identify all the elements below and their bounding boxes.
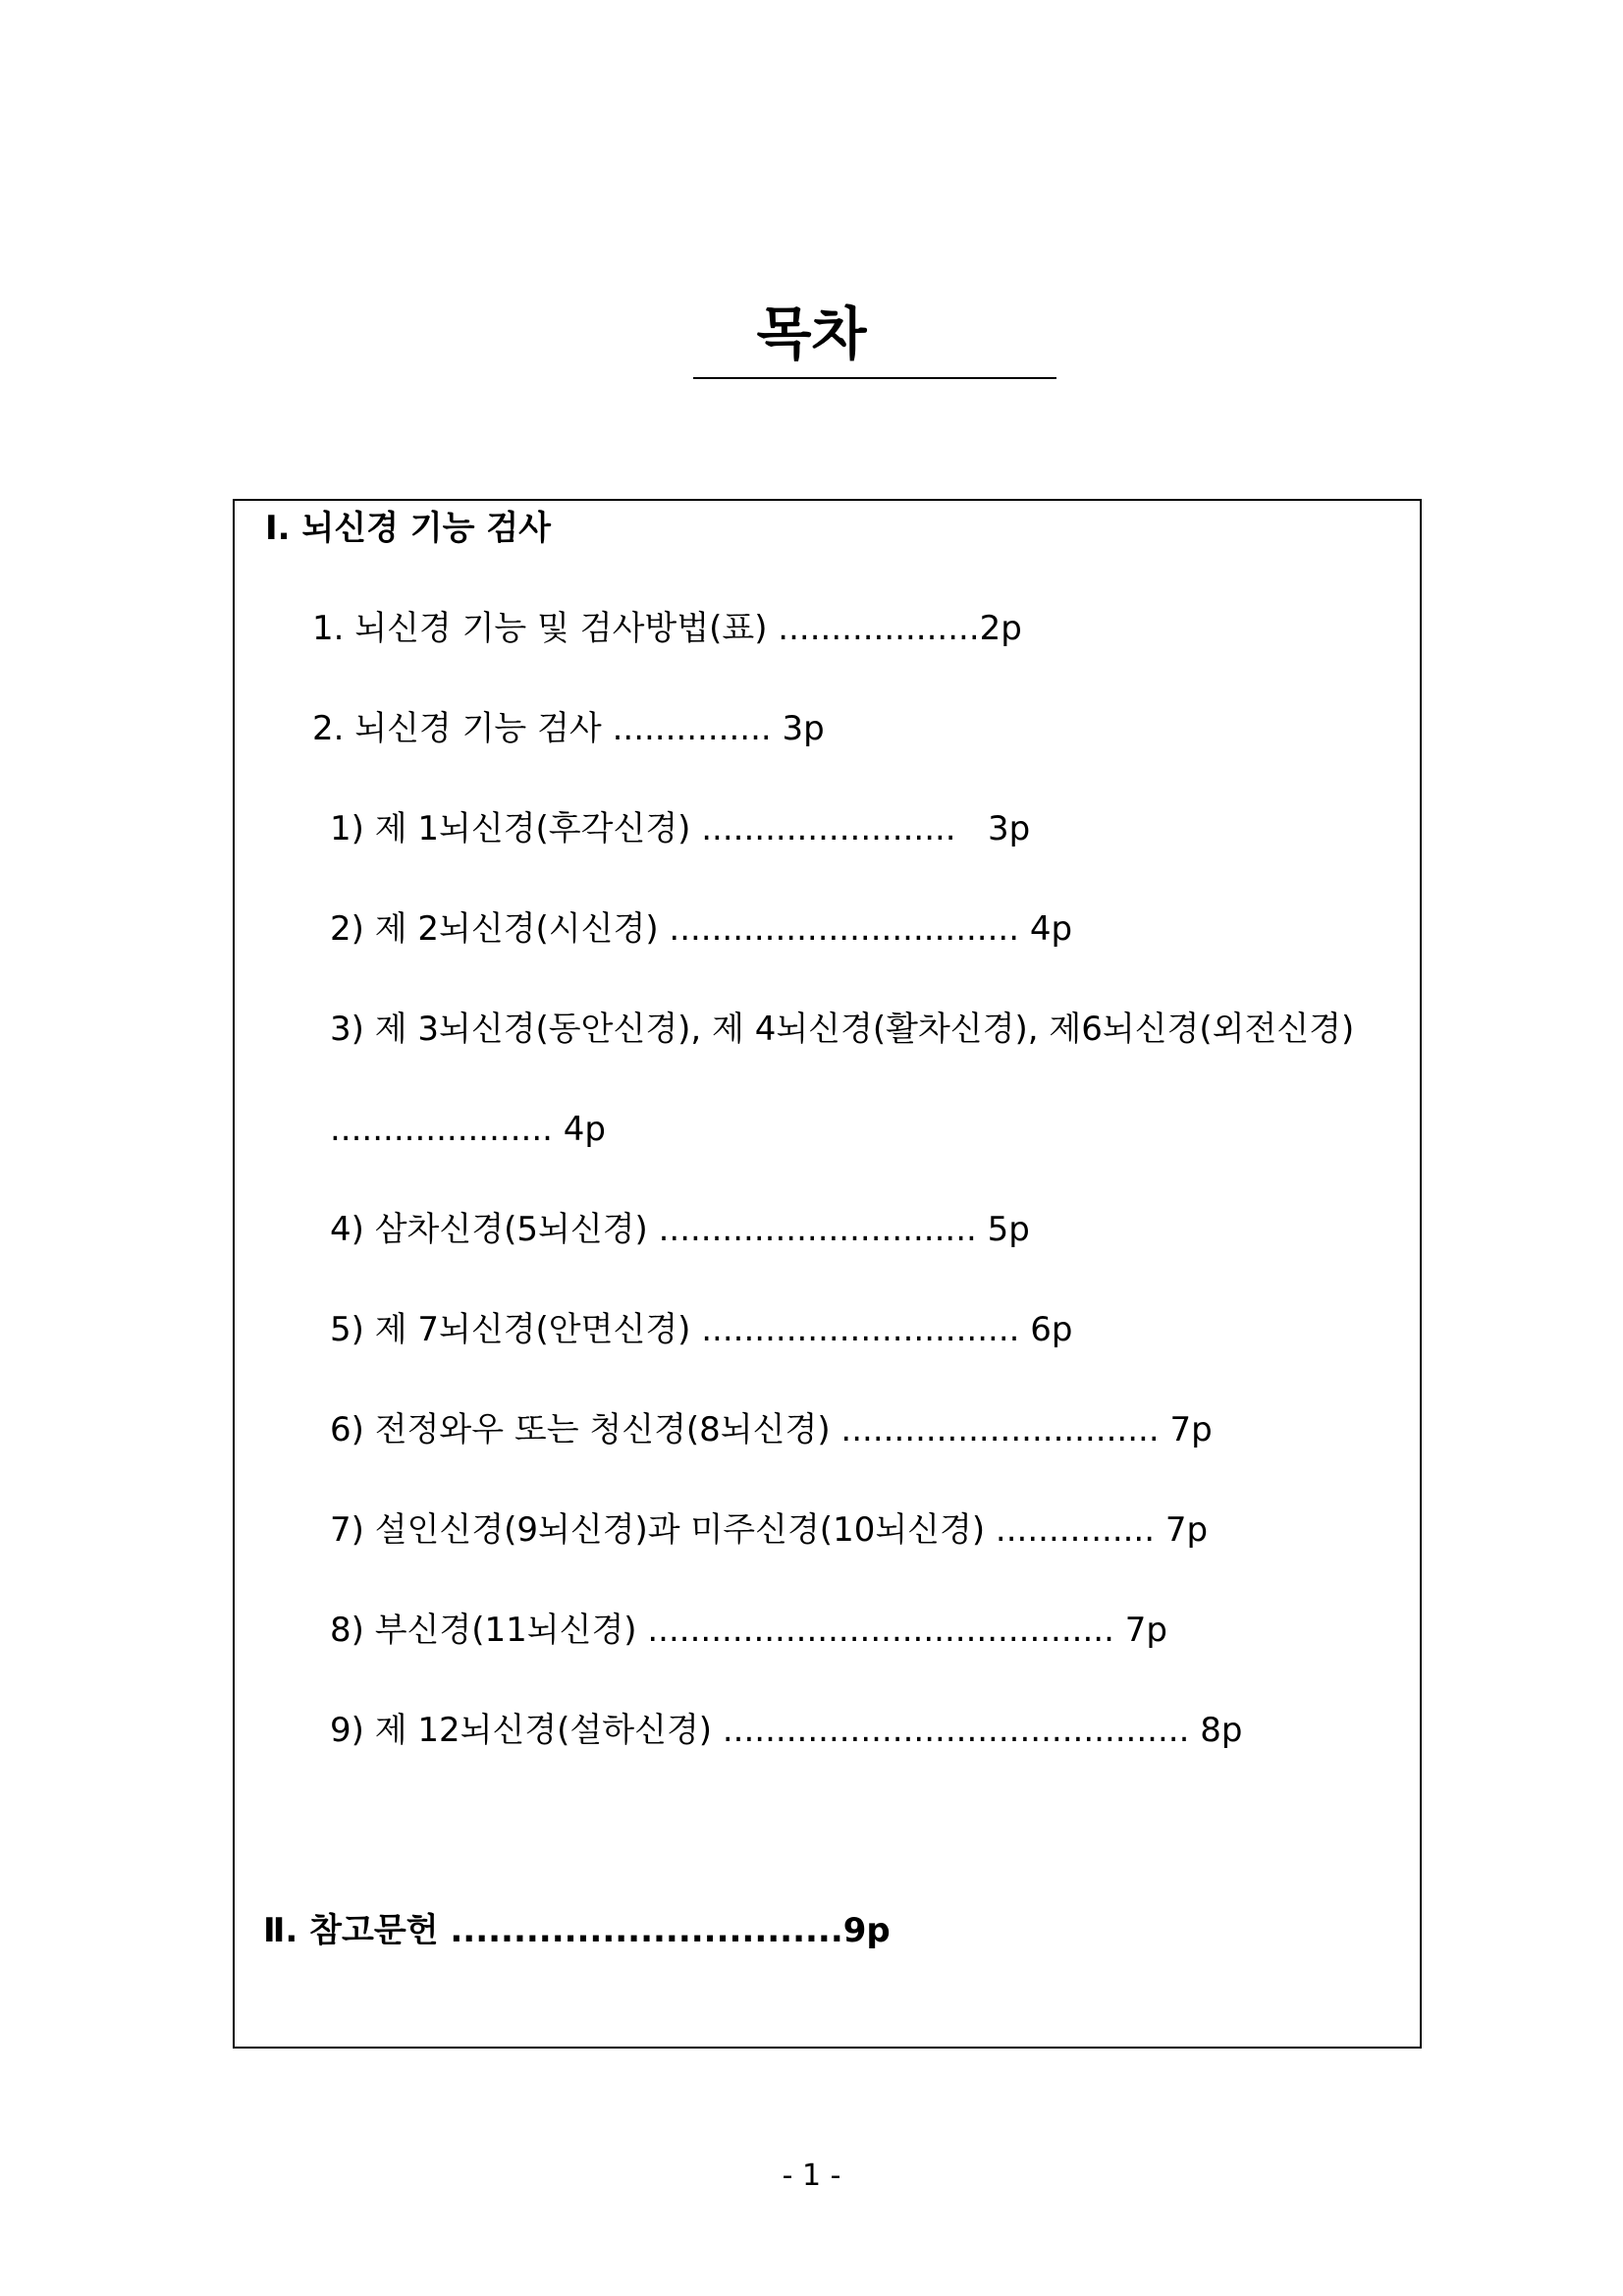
toc-subitem-3: 3) 제 3뇌신경(동안신경), 제 4뇌신경(활차신경), 제6뇌신경(외전신경)	[330, 1010, 1355, 1049]
toc-subitem-4: 4) 삼차신경(5뇌신경) .............................. 5p	[330, 1210, 1030, 1249]
page-number: - 1 -	[782, 2159, 841, 2193]
toc-subitem-6: 6) 전정와우 또는 청신경(8뇌신경) .............................. 7p	[330, 1410, 1213, 1449]
toc-subitem-5: 5) 제 7뇌신경(안면신경) .............................. 6p	[330, 1310, 1073, 1349]
toc-subitem-8: 8) 부신경(11뇌신경) ............................................ 7p	[330, 1611, 1167, 1650]
page-title: 목차	[756, 301, 867, 367]
toc-item-1: 1. 뇌신경 기능 및 검사방법(표) ...................2p	[312, 609, 1022, 648]
title-underline	[693, 377, 1056, 379]
toc-item-2: 2. 뇌신경 기능 검사 ............... 3p	[312, 709, 825, 748]
toc-section-1: Ⅰ. 뇌신경 기능 검사	[265, 509, 551, 548]
toc-subitem-3-continued: ..................... 4p	[330, 1110, 606, 1149]
toc-section-2: Ⅱ. 참고문헌 ...............................9p	[263, 1911, 891, 1950]
toc-subitem-1: 1) 제 1뇌신경(후각신경) ........................ 3p	[330, 809, 1031, 848]
toc-subitem-9: 9) 제 12뇌신경(설하신경) ............................................ 8p	[330, 1711, 1243, 1750]
toc-subitem-7: 7) 설인신경(9뇌신경)과 미주신경(10뇌신경) ............... 7p	[330, 1510, 1209, 1550]
toc-subitem-2: 2) 제 2뇌신경(시신경) ................................. 4p	[330, 909, 1073, 949]
